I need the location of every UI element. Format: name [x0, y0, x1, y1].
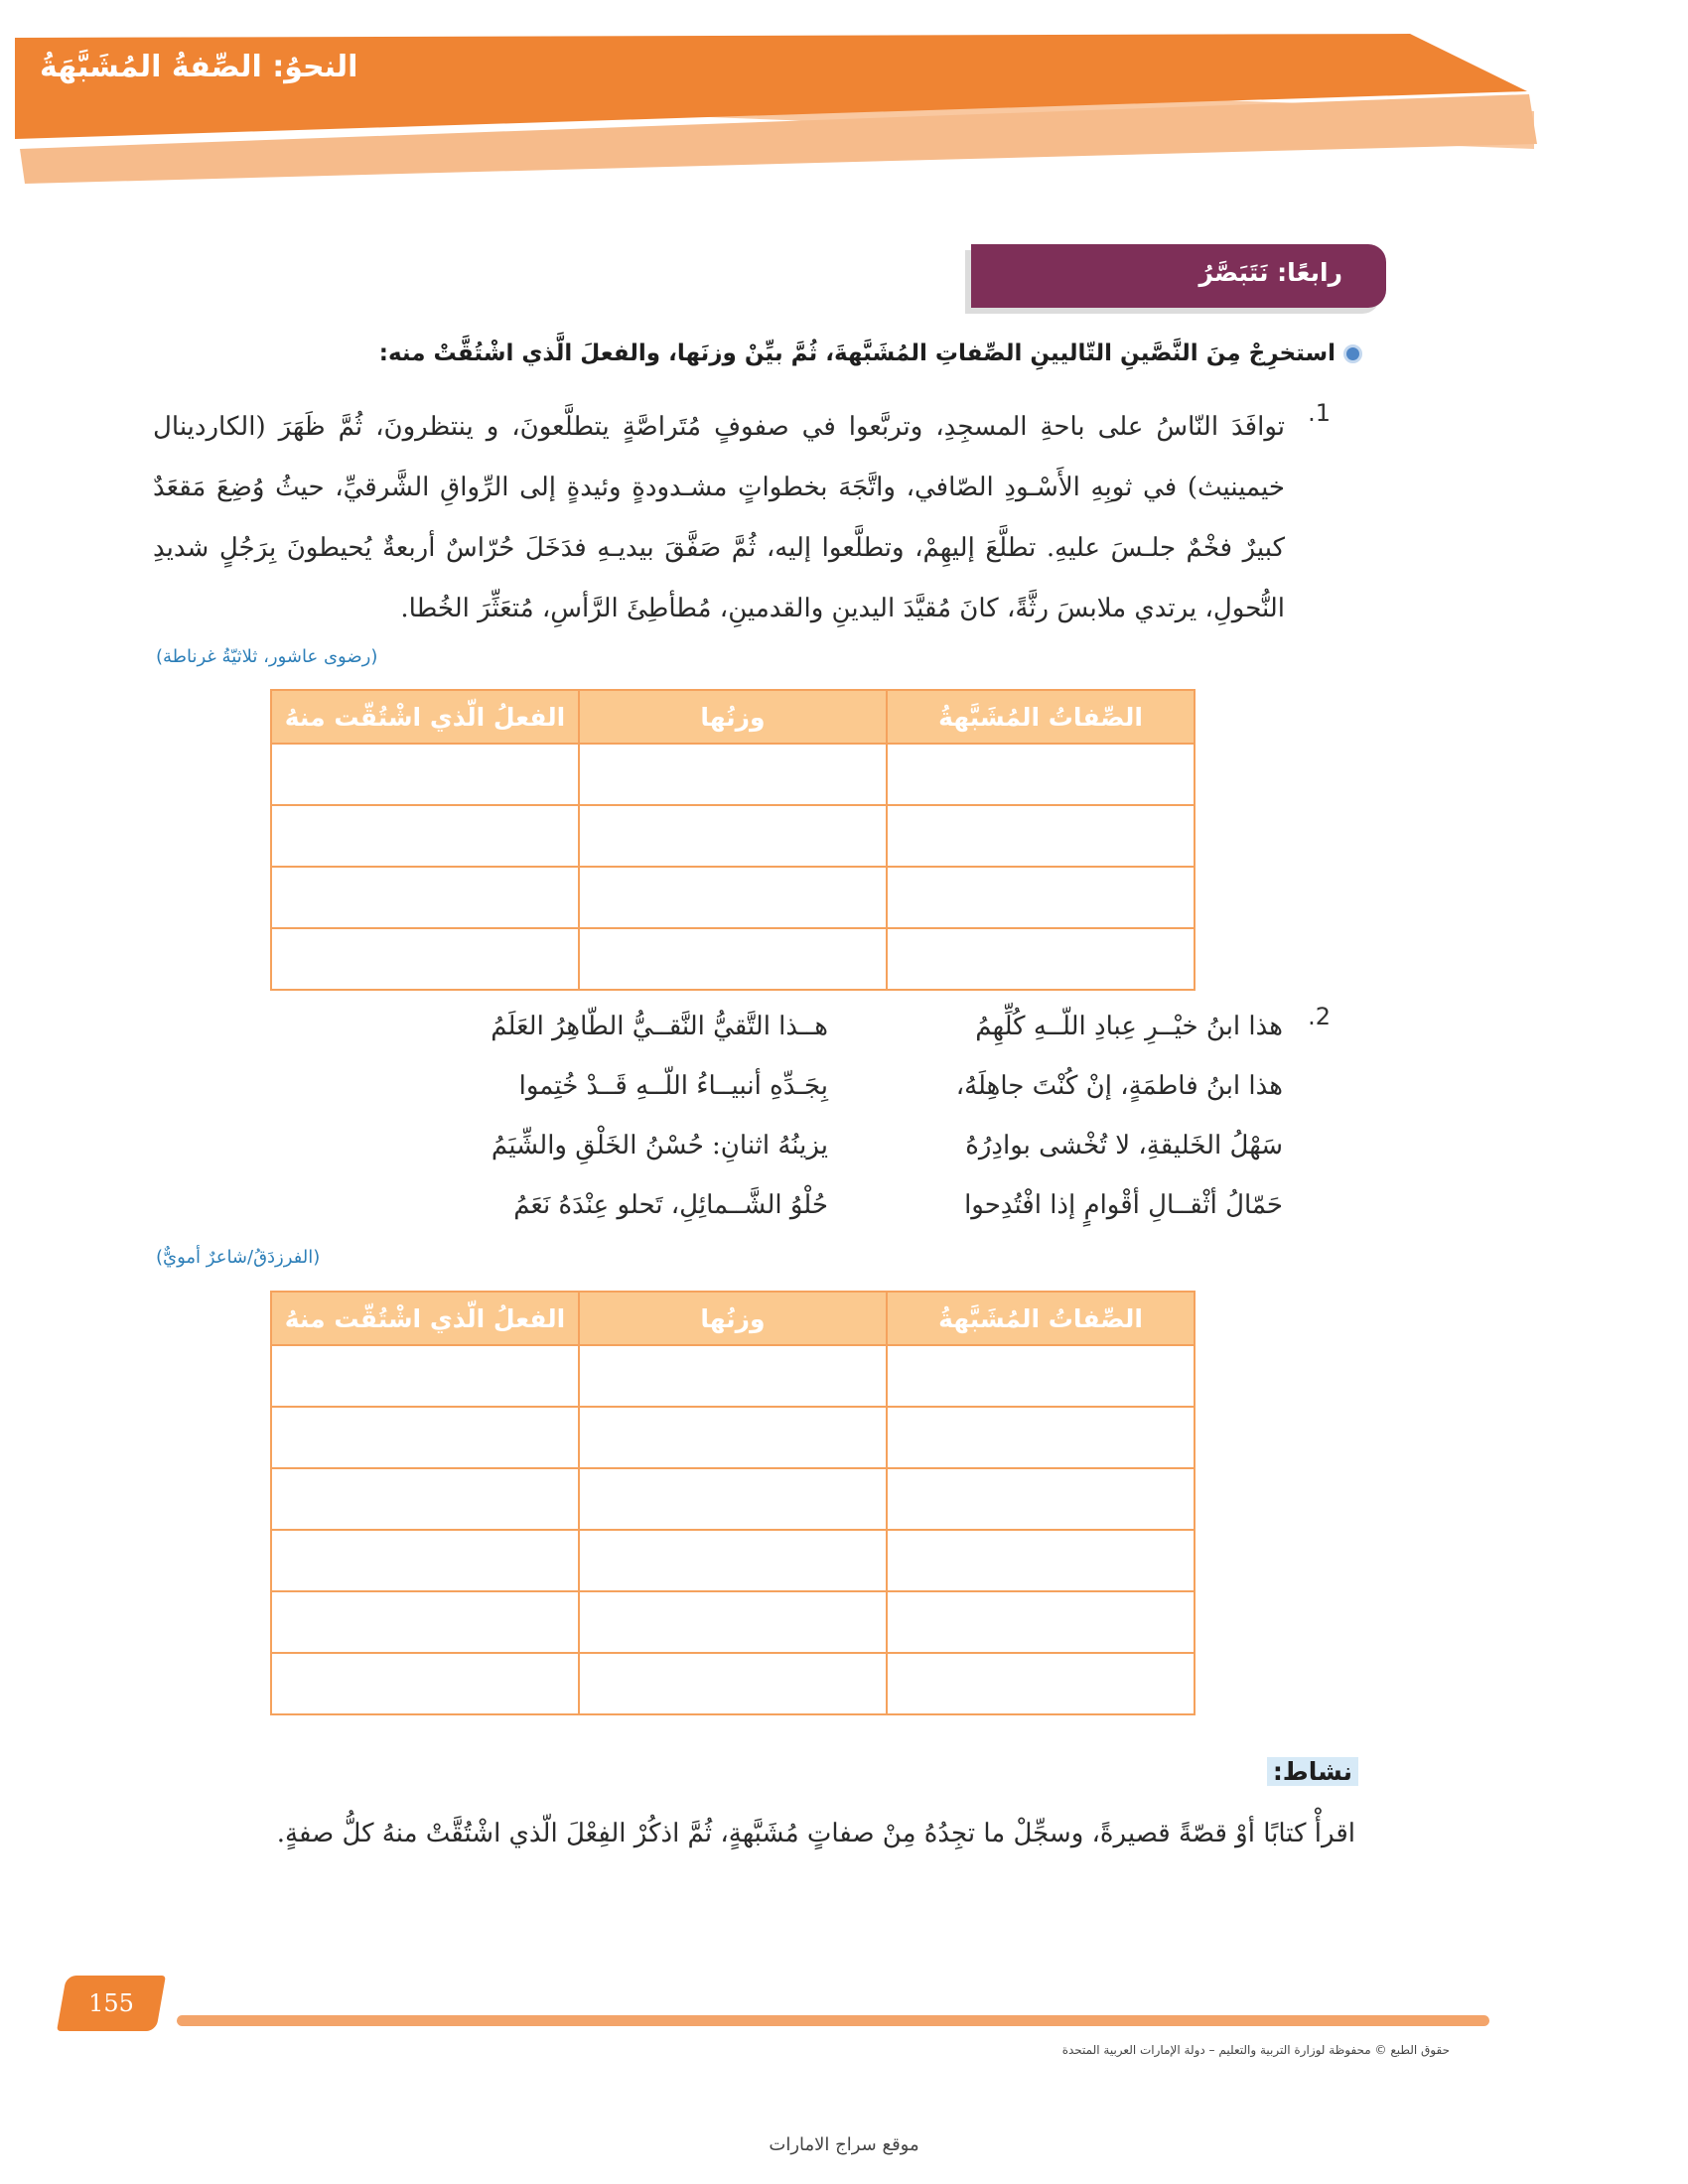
answer-cell[interactable] — [887, 1591, 1195, 1653]
exercise-1-table — [270, 689, 1196, 991]
poem-verse: سَهْلُ الخَليقةِ، لا تُخْشى بوادِرُهُ — [965, 1131, 1283, 1160]
answer-cell[interactable] — [887, 867, 1195, 928]
poem-verse: حُلْوُ الشَّــمائِلِ، تَحلو عِنْدَهُ نَعَمُ — [513, 1190, 828, 1220]
column-header: الصِّفاتُ المُشَبَّهةُ — [887, 1292, 1195, 1345]
table-row — [271, 1468, 1195, 1530]
poem-verse: هــذا التَّقيُّ النَّقــيُّ الطّاهِرُ العَلَمُ — [491, 1012, 828, 1041]
answer-cell[interactable] — [271, 1653, 579, 1714]
poem-verse: بِجَـدِّهِ أنبيــاءُ اللّــهِ قَــدْ خُتِموا — [518, 1071, 828, 1101]
answer-cell[interactable] — [579, 805, 887, 867]
column-header: وزنُها — [579, 1292, 887, 1345]
activity-text: اقرأْ كتابًا أوْ قصّةً قصيرةً، وسجِّلْ ما تجِدُهُ مِنْ صفاتٍ مُشَبَّهةٍ، ثُمَّ اذكُرْ الفِعْلَ الّذي اشْتُقَّتْ منهُ كلُّ صفةٍ. — [276, 1819, 1355, 1848]
instruction — [220, 341, 1362, 366]
answer-cell[interactable] — [271, 1591, 579, 1653]
section-tab — [971, 244, 1386, 308]
answer-cell[interactable] — [579, 1591, 887, 1653]
column-header: الصِّفاتُ المُشَبَّهةُ — [887, 690, 1195, 744]
answer-cell[interactable] — [271, 928, 579, 990]
poem-verse: هذا ابنُ فاطمَةٍ، إنْ كُنْتَ جاهِلَهُ، — [955, 1071, 1283, 1101]
site-name: موقع سراج الامارات — [769, 2134, 919, 2155]
answer-cell[interactable] — [579, 1407, 887, 1468]
table-row — [271, 805, 1195, 867]
copyright-text: حقوق الطبع © محفوظة لوزارة التربية والتعليم – دولة الإمارات العربية المتحدة — [1061, 2043, 1450, 2057]
answer-cell[interactable] — [887, 928, 1195, 990]
answer-cell[interactable] — [579, 1653, 887, 1714]
page-title: النحوُ: الصِّفةُ المُشَبَّهَةُ — [40, 50, 358, 84]
answer-cell[interactable] — [579, 744, 887, 805]
section-tab-label: رابعًا: نَتَبَصَّرُ — [1198, 258, 1342, 287]
column-header: وزنُها — [579, 690, 887, 744]
answer-cell[interactable] — [887, 805, 1195, 867]
header-banner — [0, 0, 1688, 199]
poem-verse: حَمّالُ أثْقــالِ أقْوامٍ إذا افْتُدِحوا — [964, 1190, 1283, 1220]
exercise-2-table — [270, 1291, 1196, 1715]
exercise-1-number: .1 — [1308, 399, 1331, 427]
answer-cell[interactable] — [271, 1530, 579, 1591]
exercise-2-number: .2 — [1308, 1003, 1331, 1030]
answer-cell[interactable] — [887, 1530, 1195, 1591]
table-row — [271, 1345, 1195, 1407]
answer-cell[interactable] — [579, 867, 887, 928]
exercise-2-source: (الفرزدَقُ/شاعرٌ أمويٌّ) — [156, 1247, 321, 1268]
answer-cell[interactable] — [887, 1468, 1195, 1530]
exercise-1-paragraph: توافَدَ النّاسُ على باحةِ المسجِدِ، وتربَّعوا في صفوفٍ مُتَراصَّةٍ يتطلَّعونَ، و ينتظرونَ، ثُمَّ ظَهَرَ (الكاردينال خيمينيث) في ثوبِهِ الأَسْـودِ الصّافي، واتَّجَهَ بخطواتٍ مشـدودةٍ وئيدةٍ إلى الرِّواقِ الشَّرقيِّ، حيثُ وُضِعَ مَقعَدٌ كبيرٌ فخْمٌ جلـسَ عليهِ. تطلَّعَ إليهِمْ، وتطلَّعوا إليه، ثُمَّ صَفَّقَ بيديـهِ فدَخَلَ حُرّاسٌ أربعةٌ يُحيطونَ بِرَجُلٍ شديدِ النُّحولِ، يرتدي ملابسَ رثَّةً، كانَ مُقيَّدَ اليدينِ والقدمينِ، مُطأطِئَ الرَّأسِ، مُتعَثِّرَ الخُطا. — [153, 412, 1285, 623]
table-row — [271, 1407, 1195, 1468]
table-row — [271, 1653, 1195, 1714]
column-header: الفعلُ الّذي اشْتُقّت منهُ — [271, 1292, 579, 1345]
answer-cell[interactable] — [271, 1468, 579, 1530]
poem-verse: هذا ابنُ خيْــرِ عِبادِ اللّــهِ كُلِّهِمُ — [975, 1012, 1283, 1041]
answer-cell[interactable] — [579, 1468, 887, 1530]
activity-title: نشاط: — [1267, 1757, 1358, 1786]
table-row — [271, 744, 1195, 805]
table-row — [271, 928, 1195, 990]
answer-cell[interactable] — [887, 1653, 1195, 1714]
footer-divider — [177, 2015, 1489, 2026]
poem-left-column — [491, 997, 828, 1235]
table-row — [271, 1530, 1195, 1591]
poem-verse: يزينُهُ اثنانِ: حُسْنُ الخَلْقِ والشِّيَمُ — [491, 1131, 828, 1160]
answer-cell[interactable] — [271, 744, 579, 805]
table-row — [271, 1591, 1195, 1653]
answer-cell[interactable] — [271, 1345, 579, 1407]
answer-cell[interactable] — [579, 1530, 887, 1591]
answer-cell[interactable] — [271, 1407, 579, 1468]
exercise-1-source: (رضوى عاشور، ثلاثيّةُ غرناطة) — [156, 646, 378, 667]
answer-cell[interactable] — [271, 867, 579, 928]
poem-right-column — [956, 997, 1283, 1235]
column-header: الفعلُ الّذي اشْتُقّت منهُ — [271, 690, 579, 744]
answer-cell[interactable] — [887, 1407, 1195, 1468]
answer-cell[interactable] — [271, 805, 579, 867]
instruction-text: استخرِجْ مِنَ النَّصَّينِ التّاليينِ الصِّفاتِ المُشَبَّهةَ، ثُمَّ بيِّنْ وزنَها، والفعلَ الَّذي اشْتُقَّتْ منه: — [378, 341, 1336, 366]
answer-cell[interactable] — [887, 744, 1195, 805]
page-number: 155 — [88, 1989, 134, 2017]
answer-cell[interactable] — [887, 1345, 1195, 1407]
table-row — [271, 867, 1195, 928]
bullet-icon — [1343, 344, 1362, 363]
answer-cell[interactable] — [579, 928, 887, 990]
answer-cell[interactable] — [579, 1345, 887, 1407]
